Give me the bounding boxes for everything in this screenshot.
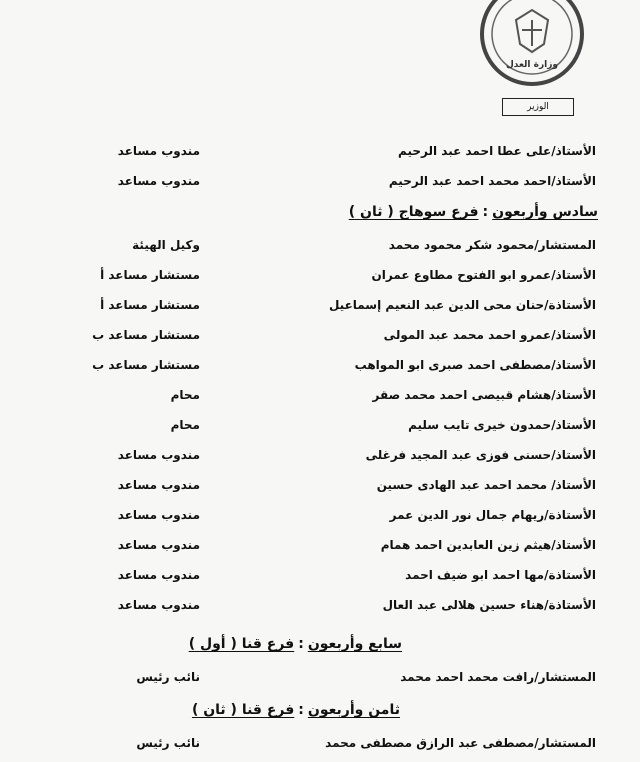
person-role: مندوب مساعد <box>117 478 200 492</box>
list-item <box>0 506 640 530</box>
person-role: مستشار مساعد ب <box>92 358 200 372</box>
section-branch: فرع قنا ( ثان ) <box>191 702 295 718</box>
list-item <box>0 142 640 166</box>
list-item <box>0 236 640 260</box>
person-name: الأستاذ/حمدون خيرى تايب سليم <box>408 418 596 432</box>
person-name: الأستاذ/مصطفى احمد صبرى ابو المواهب <box>354 358 596 372</box>
list-item <box>0 416 640 440</box>
person-role: مستشار مساعد ب <box>92 328 200 342</box>
section-heading: سادس وأربعون:فرع سوهاج ( ثان ) <box>348 204 598 220</box>
person-name: الأستاذ/هيثم زين العابدين احمد همام <box>380 538 596 552</box>
list-item <box>0 536 640 560</box>
person-name: المستشار/مصطفى عبد الرازق مصطفى محمد <box>325 736 596 750</box>
list-item <box>0 296 640 320</box>
person-name: الأستاذ/هشام قبيصى احمد محمد صقر <box>372 388 596 402</box>
person-name: الأستاذ/حسنى فوزى عبد المجيد فرغلى <box>365 448 596 462</box>
section-branch: فرع سوهاج ( ثان ) <box>348 204 479 220</box>
list-item <box>0 386 640 410</box>
seal-caption: وزارة العدل <box>505 60 559 70</box>
person-name: الأستاذة/هناء حسين هلالى عبد العال <box>382 598 596 612</box>
list-item <box>0 476 640 500</box>
person-name: الأستاذ/احمد محمد احمد عبد الرحيم <box>388 174 596 188</box>
list-item <box>0 566 640 590</box>
section-number: ثامن وأربعون <box>307 702 400 718</box>
person-name: الأستاذ/عمرو ابو الفتوح مطاوع عمران <box>371 268 596 282</box>
person-name: الأستاذ/على عطا احمد عبد الرحيم <box>398 144 596 158</box>
person-name: الأستاذة/ريهام جمال نور الدين عمر <box>389 508 596 522</box>
person-role: نائب رئيس <box>136 736 200 750</box>
minister-label: الوزير <box>502 98 574 116</box>
list-item <box>0 172 640 196</box>
section-branch: فرع قنا ( أول ) <box>188 636 295 652</box>
person-name: الأستاذة/مها احمد ابو ضيف احمد <box>405 568 596 582</box>
person-role: محام <box>170 388 200 402</box>
person-role: وكيل الهيئة <box>132 238 200 252</box>
list-item <box>0 356 640 380</box>
list-item <box>0 326 640 350</box>
person-name: الأستاذة/حنان محى الدين عبد النعيم إسماعيل <box>328 298 596 312</box>
list-item <box>0 446 640 470</box>
list-item <box>0 734 640 758</box>
person-role: مندوب مساعد <box>117 144 200 158</box>
list-item <box>0 596 640 620</box>
person-role: مستشار مساعد أ <box>100 298 200 312</box>
section-heading: سابع وأربعون:فرع قنا ( أول ) <box>188 636 402 652</box>
person-name: المستشار/محمود شكر محمود محمد <box>388 238 596 252</box>
list-item <box>0 668 640 692</box>
person-role: مندوب مساعد <box>117 448 200 462</box>
person-name: الأستاذ/ محمد احمد عبد الهادى حسين <box>376 478 596 492</box>
person-name: الأستاذ/عمرو احمد محمد عبد المولى <box>383 328 596 342</box>
person-role: مندوب مساعد <box>117 568 200 582</box>
person-role: محام <box>170 418 200 432</box>
person-role: مستشار مساعد أ <box>100 268 200 282</box>
person-name: المستشار/رافت محمد احمد محمد <box>400 670 596 684</box>
list-item <box>0 266 640 290</box>
person-role: مندوب مساعد <box>117 508 200 522</box>
section-number: سادس وأربعون <box>492 204 598 220</box>
person-role: مندوب مساعد <box>117 174 200 188</box>
person-role: مندوب مساعد <box>117 538 200 552</box>
section-heading: ثامن وأربعون:فرع قنا ( ثان ) <box>191 702 400 718</box>
person-role: نائب رئيس <box>136 670 200 684</box>
section-number: سابع وأربعون <box>307 636 402 652</box>
person-role: مندوب مساعد <box>117 598 200 612</box>
